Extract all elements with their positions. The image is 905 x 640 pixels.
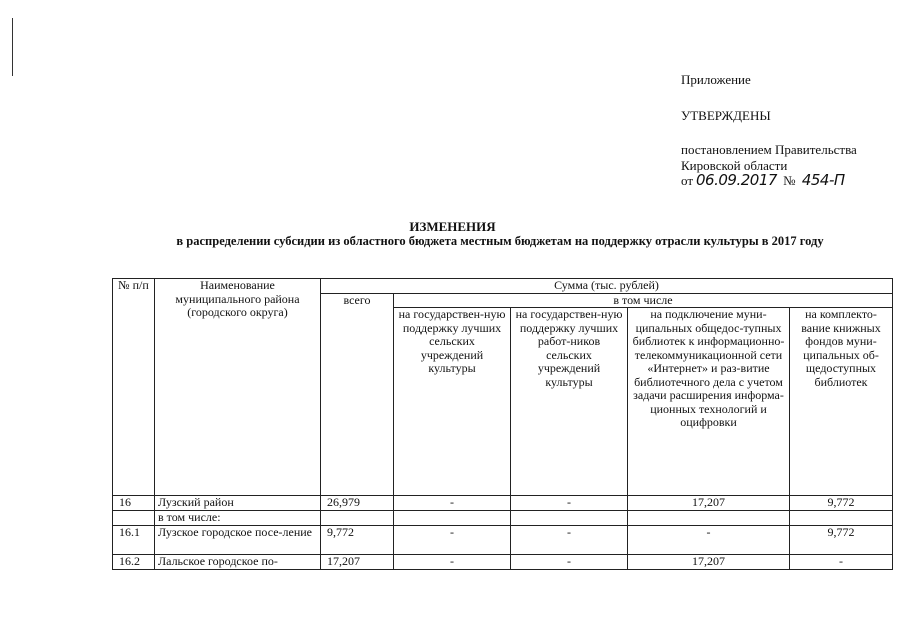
appendix-label: Приложение [681, 72, 751, 87]
row-name: Лузское городское посе-ление [155, 526, 321, 555]
row-name: Лузский район [155, 496, 321, 511]
row-col-a: - [394, 526, 511, 555]
header-sum: Сумма (тыс. рублей) [321, 279, 893, 294]
header-col-c: на подключение муни-ципальных общедос-тупных библиотек к информационно-телекоммуникационной сети «Интернет» и раз-витие библиотечного дела с учетом задачи расширения информа-ционных технологий и оцифровки [628, 308, 790, 496]
row-col-d: 9,772 [790, 496, 893, 511]
approved-by-line: постановлением Правительства [681, 142, 857, 157]
header-col-d: на комплекто-вание книжных фондов муни-ципальных об-щедоступных библиотек [790, 308, 893, 496]
date-number-line [681, 173, 848, 188]
header-total: всего [321, 293, 394, 496]
row-col-c: - [628, 526, 790, 555]
header-num: № п/п [113, 279, 155, 496]
from-label: от [681, 173, 694, 188]
header-name: Наименование муниципального района (городского округа) [155, 279, 321, 496]
row-col-a: - [394, 555, 511, 570]
header-including: в том числе [394, 293, 893, 308]
row-col-b: - [511, 555, 628, 570]
row-col-b: - [511, 496, 628, 511]
number-sign: № [783, 173, 796, 188]
row-total: 26,979 [321, 496, 394, 511]
header-col-a: на государствен-ную поддержку лучших сельских учреждений культуры [394, 308, 511, 496]
row-total: 17,207 [321, 555, 394, 570]
row-col-c: 17,207 [628, 496, 790, 511]
row-col-b: - [511, 526, 628, 555]
handwritten-date: 06.09.2017 [696, 171, 777, 189]
row-num [113, 511, 155, 526]
doc-title: ИЗМЕНЕНИЯ [409, 219, 496, 234]
row-num: 16.2 [113, 555, 155, 570]
table-row [113, 555, 893, 570]
doc-subtitle: в распределении субсидии из областного бюджета местным бюджетам на поддержку отрасли культуры в 2017 году [176, 234, 824, 248]
row-col-c: 17,207 [628, 555, 790, 570]
row-name: Лальское городское по- [155, 555, 321, 570]
region-line: Кировской области [681, 158, 788, 173]
header-col-b: на государствен-ную поддержку лучших работ-ников сельских учреждений культуры [511, 308, 628, 496]
row-num: 16 [113, 496, 155, 511]
row-name: в том числе: [155, 511, 321, 526]
row-col-d: 9,772 [790, 526, 893, 555]
row-col-a: - [394, 496, 511, 511]
table-row [113, 526, 893, 555]
row-num: 16.1 [113, 526, 155, 555]
table-row [113, 496, 893, 511]
margin-line [12, 18, 13, 76]
table-row [113, 511, 893, 526]
handwritten-number: 454-П [801, 171, 845, 189]
approved-label: УТВЕРЖДЕНЫ [681, 108, 771, 123]
row-total: 9,772 [321, 526, 394, 555]
row-col-d: - [790, 555, 893, 570]
subsidy-table [112, 278, 893, 570]
